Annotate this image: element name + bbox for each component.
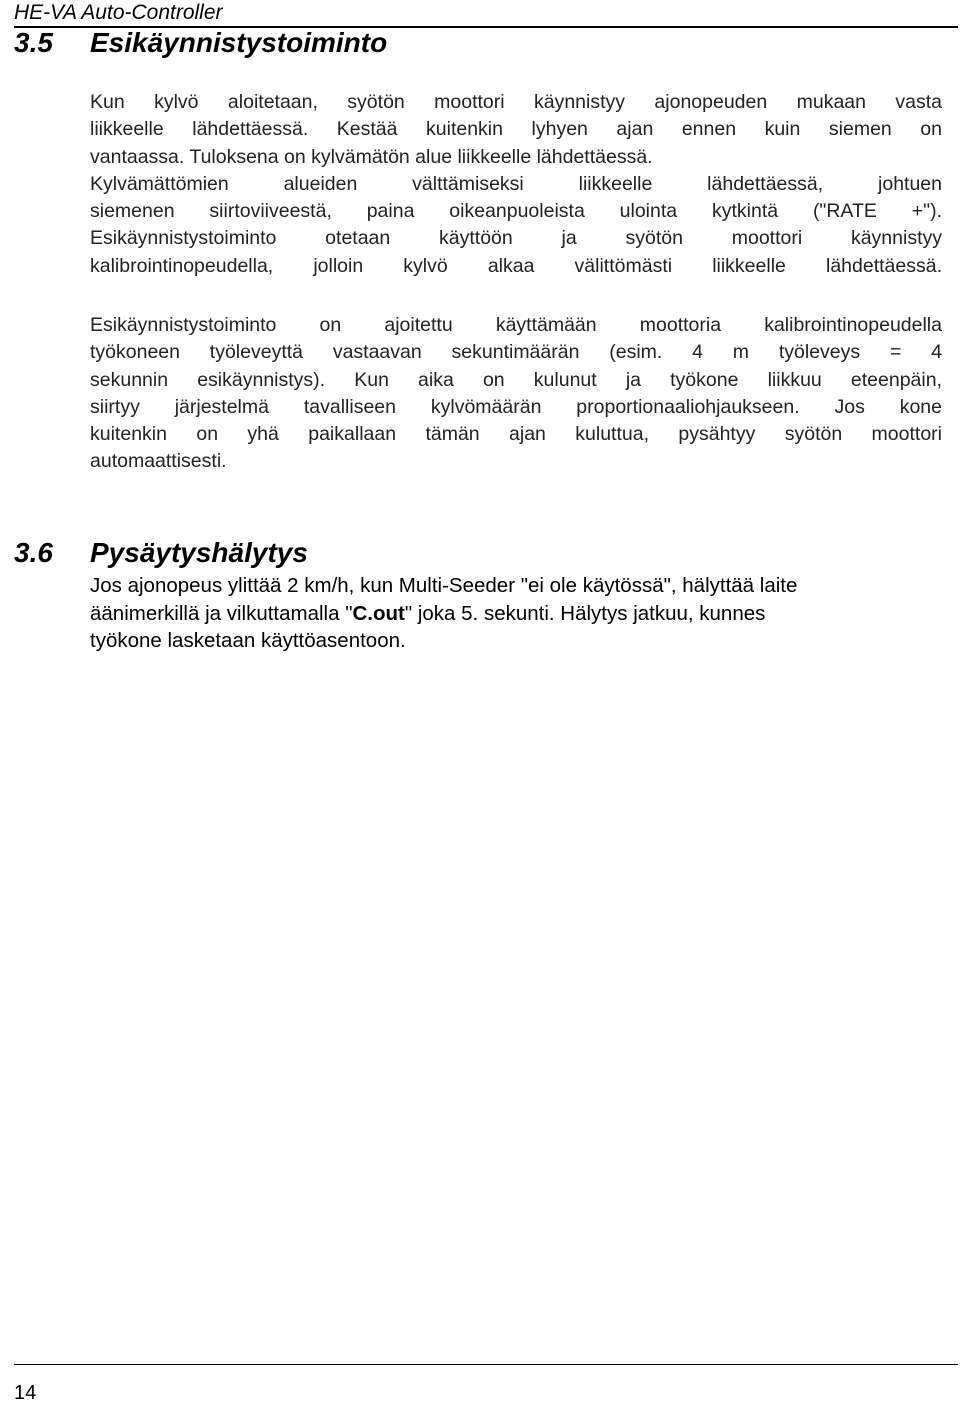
text-line xyxy=(90,600,942,628)
footer-rule xyxy=(14,1364,958,1365)
paragraph-2 xyxy=(90,312,942,476)
text-line: Jos ajonopeus ylittää 2 km/h, kun Multi-Seeder "ei ole käytössä", hälyttää laite xyxy=(90,574,798,597)
text-line: työkone lasketaan käyttöasentoon. xyxy=(90,629,406,652)
text-line: kuitenkin on yhä paikallaan tämän ajan kuluttua, pysähtyy syötön moottori xyxy=(90,423,942,446)
text-line: Kylvämättömien alueiden välttämiseksi liikkeelle lähdettäessä, johtuen xyxy=(90,172,942,195)
section-heading-3-5 xyxy=(14,26,387,60)
paragraph-1 xyxy=(90,89,942,280)
text-run: " joka 5. sekunti. Hälytys jatkuu, kunnes xyxy=(404,601,766,625)
text-line: siemenen siirtoviiveestä, paina oikeanpuoleista ulointa kytkintä ("RATE +"). xyxy=(90,200,942,223)
paragraph-3 xyxy=(90,572,942,655)
text-line: siirtyy järjestelmä tavalliseen kylvömäärän proportionaaliohjaukseen. Jos kone xyxy=(90,395,942,418)
text-run: äänimerkillä ja vilkuttamalla " xyxy=(90,601,353,625)
page-header: HE-VA Auto-Controller xyxy=(14,1,223,24)
section-number: 3.5 xyxy=(14,27,53,58)
text-line: työkoneen työleveyttä vastaavan sekuntimäärän (esim. 4 m työleveys = 4 xyxy=(90,341,942,364)
text-line: automaattisesti. xyxy=(90,450,227,473)
section-title: Pysäytyshälytys xyxy=(90,537,308,568)
text-line: liikkeelle lähdettäessä. Kestää kuitenkin lyhyen ajan ennen kuin siemen on xyxy=(90,118,942,141)
section-heading-3-6 xyxy=(14,536,308,570)
display-code: C.out xyxy=(352,601,405,625)
text-line: sekunnin esikäynnistys). Kun aika on kulunut ja työkone liikkuu eteenpäin, xyxy=(90,368,942,391)
text-line: kalibrointinopeudella, jolloin kylvö alkaa välittömästi liikkeelle lähdettäessä. xyxy=(90,254,942,277)
section-title: Esikäynnistystoiminto xyxy=(90,27,388,58)
page-number: 14 xyxy=(14,1382,37,1404)
text-line: vantaassa. Tuloksena on kylvämätön alue liikkeelle lähdettäessä. xyxy=(90,145,653,168)
text-line: Esikäynnistystoiminto on ajoitettu käyttämään moottoria kalibrointinopeudella xyxy=(90,314,942,336)
text-line: Kun kylvö aloitetaan, syötön moottori käynnistyy ajonopeuden mukaan vasta xyxy=(90,91,942,113)
text-line: Esikäynnistystoiminto otetaan käyttöön ja syötön moottori käynnistyy xyxy=(90,227,942,250)
section-number: 3.6 xyxy=(14,537,53,568)
